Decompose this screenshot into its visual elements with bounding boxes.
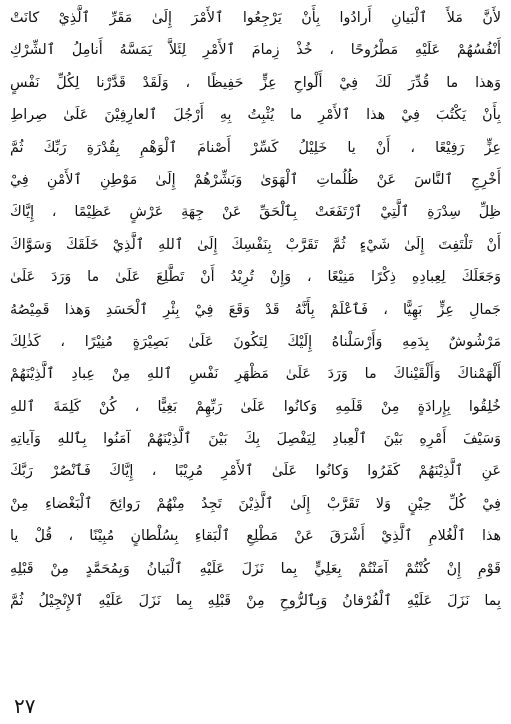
text-line: هذا ٱلْغُلامِ ٱلَّذِيْ أَشْرَقَ عَنْ مَطْلِعِ ٱلْبَقاءِ بِسُلْطانٍ مُبِيْنًا ، قُلْ يا (10, 528, 501, 545)
text-line: أَخْرِجِ ٱلنَّاسَ عَنْ ظُلُماتِ ٱلْهَوَىٰ وَبَشِّرْهُمْ إِلَىٰ مَوْطِنِ ٱلأَمْنِ فِيْ (10, 171, 501, 188)
text-line: مَرْشُوشٌ بِدَمِهِ وَأَرْسَلْناهُ إِلَيْكَ لِتَكُونَ عَلَىٰ بَصِيْرَةٍ مُنِيْرًا ، كَذٰلِكَ (10, 333, 501, 350)
text-line: بِما نَزَلَ عَلَيْهِ ٱلْفُرْقانُ وَبِٱلرُّوحِ مِنْ قَبْلِهِ بِما نَزَلَ عَلَيْهِ ٱلإِنْجِيْلُ ثُمَّ (10, 593, 501, 610)
text-line: فِيْ كُلِّ حِيْنٍ وَلا تَقَرَّبْ إِلَىٰ ٱلَّذِيْنَ تَجِدُ مِنْهُمْ رَوائِحَ ٱلْبَغْضاءِ مِنْ (10, 495, 501, 512)
text-line: وَهذا ما قُدِّرَ لَكَ فِيْ أَلْواحِ عِزٍّ حَفِيظًا ، وَلَقَدْ قَدَّرْنا لِكُلِّ نَفْسٍ (10, 74, 501, 91)
text-line: أَنْفُسُهُمْ عَلَيْهِ مَطْرُوحًا ، خُذْ زِمامَ ٱلأَمْرِ لِئَلاَّ يَمَسَّهُ أَنامِلُ ٱلشِّرْكِ (10, 42, 501, 59)
text-line: لأَنَّ مَلأَ ٱلْبَيانِ أَرادُوا بِأَنْ يَرْجِعُوا ٱلأَمْرَ إِلَىٰ مَقَرِّ ٱلَّذِيْ كانَتْ (10, 10, 501, 26)
text-line: وَجَعَلَكَ لِعِبادِهِ ذِكْرًا مَنِيْعًا ، وَإِنْ تُرِيْدُ أَنْ تَطَّلِعَ عَلَىٰ ما وَرَدَ عَلَىٰ (10, 269, 501, 286)
page-number: ٢٧ (14, 694, 36, 718)
text-line: ظِلِّ سِدْرَةِ ٱلَّتِيْ ٱرْتَفَعَتْ بِٱلْحَقِّ عَنْ جِهَةِ عَرْشٍ عَظِيْمًا ، إِيَّاكَ (10, 204, 501, 221)
text-line: بِأَنْ يَكْتُبَ فِيْ هذا ٱلأَمْرِ ما يُثْبِتُ بِهِ أَرْجُلَ ٱلعارِفِيْنَ عَلَىٰ صِراطِ (10, 107, 501, 124)
text-line: وَسَيْفَ أَمْرِهِ بَيْنَ ٱلْعِبادِ لِيَفْصِلَ بِكَ بَيْنَ ٱلَّذِيْنَهُمْ آمَنُوا بِٱللهِ وَآياتِهِ (10, 431, 501, 448)
text-line: جَمالِ عِزٍّ بَهِيًّا ، فَٱعْلَمْ بِأَنَّهُ قَدْ وَقَعَ فِيْ بِئْرِ ٱلْحَسَدِ وَهذا قَمِيْصُهُ (10, 301, 501, 318)
text-line: قَوْمِ إِنْ كُنْتُمْ آمَنْتُمْ بِعَلِيٍّ بِما نَزَلَ عَلَيْهِ ٱلْبَيانُ وَبِمُحَمَّدٍ مِنْ قَبْلِهِ (10, 560, 501, 577)
text-line: عَنِ ٱلَّذِيْنَهُمْ كَفَرُوا وَكانُوا عَلَىٰ ٱلأَمْرِ مُرِيْبًا ، إِيَّاكَ فَٱنْصُرْ رَبَّكَ (10, 463, 501, 480)
text-line: خُلِقُوا بِإِرادَةٍ مِنْ قَلَمِهِ وَكانُوا عَلَىٰ رَبِّهِمْ بَغِيًّا ، كُنْ كَلِمَةَ ٱللهِ (10, 398, 501, 415)
text-line: أَلْهَمْناكَ وَأَلْقَيْناكَ ما وَرَدَ عَلَىٰ مَظْهَرِ نَفْسِ ٱللهِ مِنْ عِبادِ ٱلَّذِيْنَهُمْ (10, 366, 501, 383)
text-line: عِزٍّ رَفِيْعًا ، أَنْ يا خَلِيْلُ كَسِّرْ أَصْنامَ ٱلْوَهْمِ بِقُدْرَةِ رَبِّكَ ثُمَّ (10, 139, 501, 156)
text-line: أَنْ تَلْتَفِتَ إِلَىٰ شَيْءٍ ثُمَّ تَقَرَّبْ بِنَفْسِكَ إِلَىٰ ٱللهِ ٱلَّذِيْ خَلَقَكَ وَسَوَّاكَ (10, 236, 501, 253)
